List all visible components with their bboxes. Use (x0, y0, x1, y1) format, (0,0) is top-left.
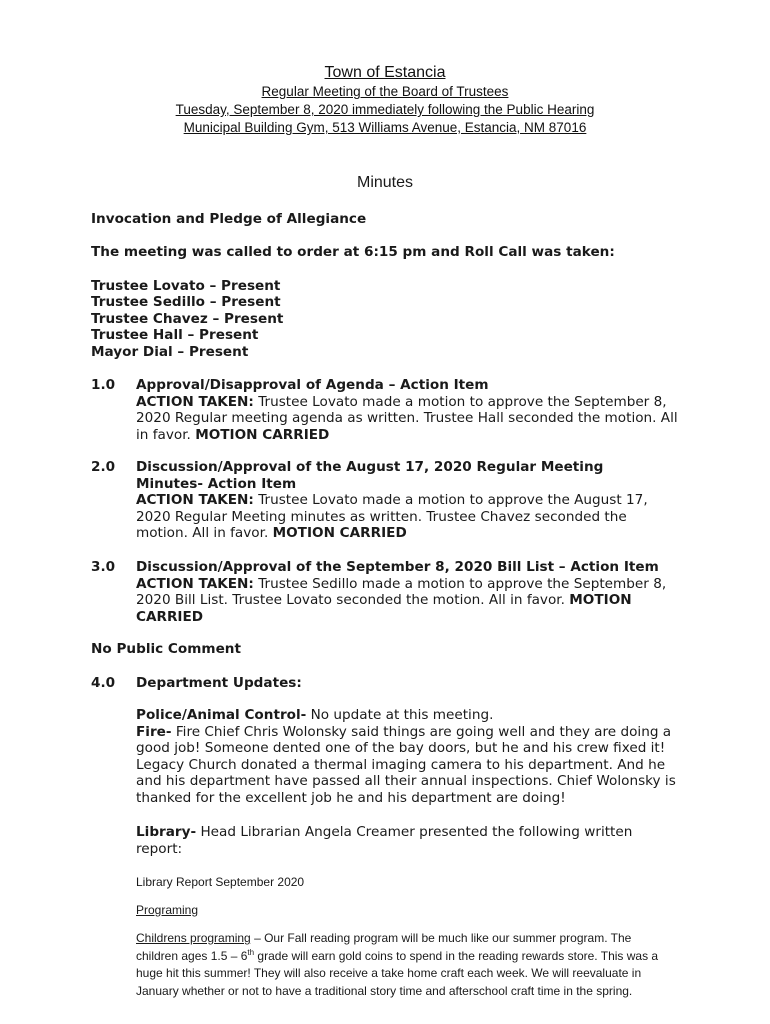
roll-call-item: Trustee Lovato – Present (91, 278, 281, 294)
page-title: Minutes (356, 174, 414, 191)
meeting-heading: Regular Meeting of the Board of Trustees (261, 84, 509, 99)
agenda-item-number: 4.0 (91, 675, 116, 691)
agenda-item-action (136, 492, 671, 542)
police-text: No update at this meeting. (306, 707, 494, 723)
motion-result: MOTION CARRIED (136, 592, 632, 625)
department-updates (136, 707, 676, 806)
library-update (136, 824, 656, 857)
no-public-comment: No Public Comment (91, 641, 241, 657)
library-label: Library- (136, 824, 197, 840)
agenda-item-number: 2.0 (91, 459, 116, 475)
roll-call-item: Trustee Chavez – Present (91, 311, 284, 327)
agenda-item-action (136, 394, 681, 444)
fire-label: Fire- (136, 723, 172, 740)
police-label: Police/Animal Control- (136, 707, 307, 723)
location-heading: Municipal Building Gym, 513 Williams Avenue, Estancia, NM 87016 (183, 120, 587, 135)
action-label: ACTION TAKEN: (136, 393, 254, 410)
motion-result: MOTION CARRIED (195, 426, 330, 443)
agenda-item-title: Discussion/Approval of the September 8, 2020 Bill List – Action Item (136, 559, 659, 575)
call-to-order-line: The meeting was called to order at 6:15 pm and Roll Call was taken: (91, 244, 615, 260)
date-heading: Tuesday, September 8, 2020 immediately following the Public Hearing (175, 102, 595, 117)
library-report-title: Library Report September 2020 (136, 875, 305, 889)
childrens-programing-label: Childrens programing (136, 931, 251, 945)
agenda-item-title: Discussion/Approval of the August 17, 2020 Regular Meeting Minutes- Action Item (136, 459, 604, 492)
roll-call-item: Mayor Dial – Present (91, 344, 249, 360)
childrens-programing-paragraph (136, 930, 676, 1000)
agenda-item-title: Approval/Disapproval of Agenda – Action Item (136, 377, 489, 393)
agenda-item-number: 3.0 (91, 559, 116, 575)
library-report-section: Programing (136, 903, 199, 917)
department-updates-title: Department Updates: (136, 675, 302, 691)
agenda-item (136, 559, 681, 625)
action-text: Trustee Lovato made a motion to approve the August 17, 2020 Regular Meeting minutes as written. Trustee Chavez seconded the motion. All in favor. (136, 492, 648, 541)
agenda-item-number: 1.0 (91, 377, 116, 393)
childrens-text-b: grade will earn gold coins to spend in the reading rewards store. This was a huge hit this summer! They will also receive a take home craft each week. We will reevaluate in January whether or not to have a traditional story time and afterschool craft time in the spring. (136, 948, 659, 998)
action-label: ACTION TAKEN: (136, 575, 254, 592)
action-text: Trustee Lovato made a motion to approve the September 8, 2020 Regular meeting agenda as written. Trustee Hall seconded the motion. All in favor. (136, 393, 678, 443)
agenda-item (136, 377, 681, 443)
agenda-item (136, 459, 648, 542)
action-text: Trustee Sedillo made a motion to approve the September 8, 2020 Bill List. Trustee Lovato seconded the motion. All in favor. (136, 575, 667, 608)
library-text: Head Librarian Angela Creamer presented the following written report: (136, 824, 633, 857)
roll-call-item: Trustee Sedillo – Present (91, 294, 281, 310)
town-heading: Town of Estancia (324, 64, 446, 81)
ordinal-suffix: th (247, 947, 255, 957)
fire-text: Fire Chief Chris Wolonsky said things are going well and they are doing a good job! Someone dented one of the bay doors, but he and his crew fixed it! Legacy Church donated a thermal imaging camera to his department. And he and his department have passed all their annual inspections. Chief Wolonsky is thanked for the excellent job he and his department are doing! (136, 723, 676, 806)
childrens-text-a: – Our Fall reading program will be much like our summer program. The children ages 1.5 – 6 (136, 931, 632, 963)
motion-result: MOTION CARRIED (272, 525, 407, 541)
invocation-line: Invocation and Pledge of Allegiance (91, 211, 367, 227)
roll-call-item: Trustee Hall – Present (91, 327, 259, 343)
action-label: ACTION TAKEN: (136, 492, 254, 508)
agenda-item-action (136, 576, 681, 626)
police-update (136, 707, 676, 724)
fire-update (136, 724, 676, 807)
